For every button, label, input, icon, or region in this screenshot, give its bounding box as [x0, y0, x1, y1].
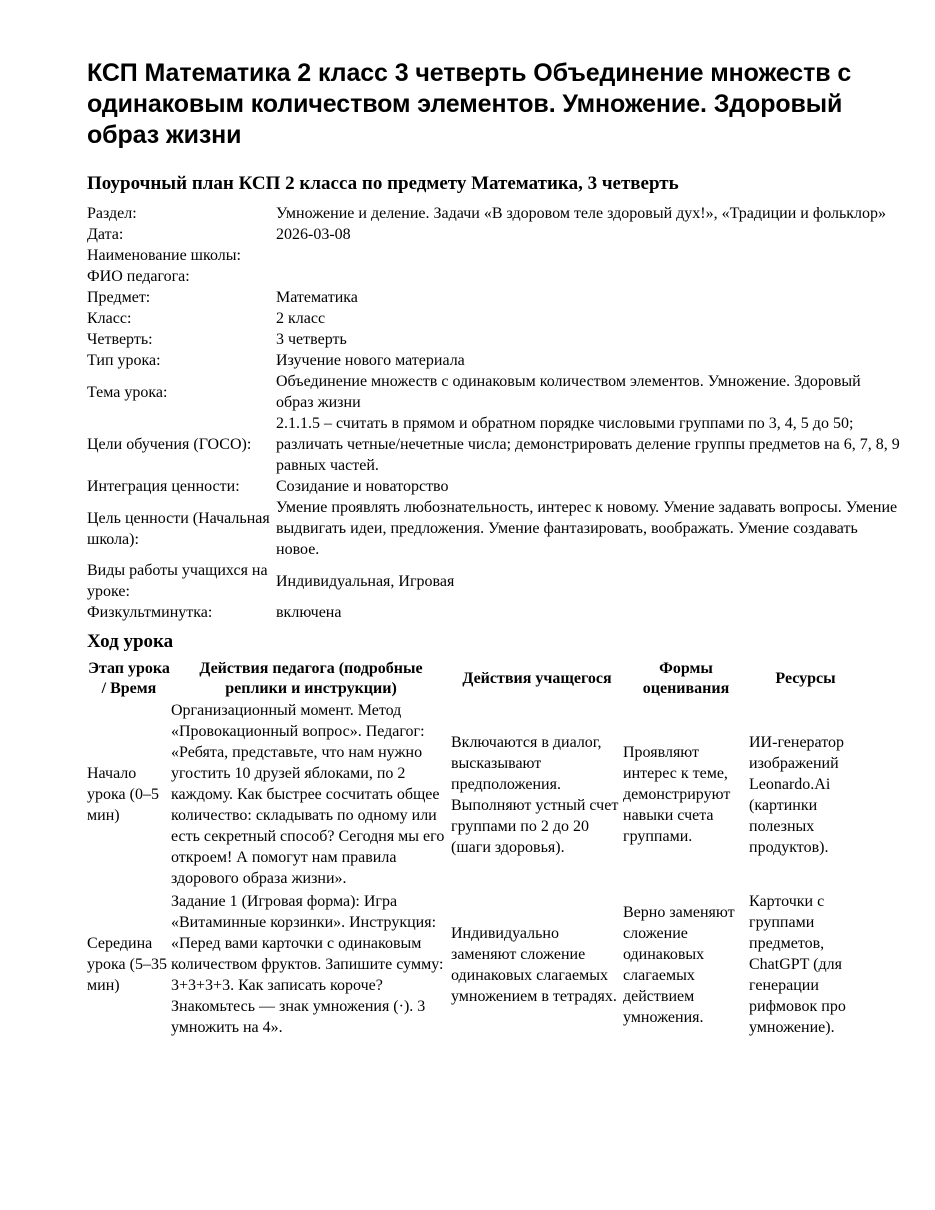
info-value: Умение проявлять любознательность, интерес к новому. Умение задавать вопросы. Умение выдвигать идеи, предложения. Умение фантазировать, воображать. Умение создавать новое.: [276, 499, 898, 558]
info-value: Умножение и деление. Задачи «В здоровом теле здоровый дух!», «Традиции и фольклор»: [276, 205, 887, 222]
lesson-info-table: [87, 203, 902, 623]
info-key: Цели обучения (ГОСО):: [87, 436, 252, 453]
column-header-student: Действия учащегося: [462, 670, 612, 687]
info-row: [87, 476, 902, 497]
cell-resources: Карточки с группами предметов, ChatGPT (для генерации рифмовок про умножение).: [749, 893, 846, 1036]
info-key: Тип урока:: [87, 352, 161, 369]
info-value: Индивидуальная, Игровая: [276, 572, 455, 590]
info-row: [87, 308, 902, 329]
table-row: [87, 699, 862, 890]
info-key: Виды работы учащихся на уроке:: [87, 562, 268, 600]
plan-subtitle: Поурочный план КСП 2 класса по предмету Математика, 3 четверть: [87, 173, 679, 194]
column-header-teacher: Действия педагога (подробные реплики и инструкции): [199, 660, 423, 697]
info-value: Математика: [276, 289, 358, 306]
info-row: [87, 497, 902, 560]
info-row: [87, 266, 902, 287]
info-row: [87, 560, 902, 602]
cell-stage: Середина урока (5–35 мин): [87, 935, 167, 994]
info-value: 3 четверть: [276, 331, 347, 348]
info-row: [87, 224, 902, 245]
info-row: [87, 413, 902, 476]
info-value: [276, 266, 902, 287]
cell-student: Индивидуально заменяют сложение одинаковых слагаемых умножением в тетрадях.: [451, 924, 617, 1005]
info-key: Предмет:: [87, 289, 151, 306]
column-header-assessment: Формы оценивания: [642, 660, 730, 697]
cell-resources: ИИ-генератор изображений Leonardo.Ai (картинки полезных продуктов).: [749, 733, 845, 856]
info-value: 2.1.1.5 – считать в прямом и обратном порядке числовыми группами по 3, 4, 5 до 50; различать четные/нечетные числа; демонстрировать деление группы предметов на 6, 7, 8, 9 равных частей.: [276, 415, 900, 474]
lesson-progress-heading: Ход урока: [87, 631, 174, 652]
info-value: [276, 245, 902, 266]
info-key: Раздел:: [87, 205, 137, 222]
table-header-row: [87, 659, 862, 699]
info-key: Физкультминутка:: [87, 604, 213, 621]
info-value: Созидание и новаторство: [276, 478, 449, 495]
info-row: [87, 602, 902, 623]
document-page: [87, 58, 907, 1039]
cell-assessment: Проявляют интерес к теме, демонстрируют навыки счета группами.: [623, 744, 731, 845]
table-row: [87, 890, 862, 1039]
column-header-resources: Ресурсы: [775, 670, 836, 687]
info-key: Класс:: [87, 310, 132, 327]
info-key: Цель ценности (Начальная школа):: [87, 509, 270, 548]
info-row: [87, 203, 902, 224]
info-row: [87, 245, 902, 266]
info-value: Изучение нового материала: [276, 352, 465, 369]
cell-teacher: Задание 1 (Игровая форма): Игра «Витаминные корзинки». Инструкция: «Перед вами карточки с одинаковым количеством фруктов. Запишите сумму: 3+3+3+3. Как записать короче? Знакомьтесь — знак умножения (·). 3 умножить на 4».: [171, 893, 444, 1036]
info-row: [87, 350, 902, 371]
info-key: Тема урока:: [87, 383, 168, 401]
info-key: Четверть:: [87, 331, 153, 348]
column-header-stage: Этап урока / Время: [88, 660, 170, 697]
info-key: Наименование школы:: [87, 247, 241, 264]
info-value: 2 класс: [276, 310, 326, 327]
info-key: Интеграция ценности:: [87, 478, 240, 495]
info-key: ФИО педагога:: [87, 268, 190, 285]
info-value: Объединение множеств с одинаковым количеством элементов. Умножение. Здоровый образ жизни: [276, 373, 861, 411]
info-row: [87, 287, 902, 308]
cell-stage: Начало урока (0–5 мин): [87, 765, 159, 824]
lesson-progress-table: [87, 659, 862, 1039]
cell-assessment: Верно заменяют сложение одинаковых слагаемых действием умножения.: [623, 903, 735, 1026]
document-title: КСП Математика 2 класс 3 четверть Объединение множеств с одинаковым количеством элементов. Умножение. Здоровый образ жизни: [87, 59, 852, 149]
cell-student: Включаются в диалог, высказывают предположения. Выполняют устный счет группами по 2 до 20 (шаги здоровья).: [451, 733, 619, 856]
info-row: [87, 329, 902, 350]
info-key: Дата:: [87, 226, 124, 243]
info-value: включена: [276, 604, 342, 621]
info-value: 2026-03-08: [276, 226, 351, 243]
cell-teacher: Организационный момент. Метод «Провокационный вопрос». Педагог: «Ребята, представьте, что нам нужно угостить 10 друзей яблоками, по 2 каждому. Как быстрее сосчитать общее количество: складывать по одному или есть секретный способ? Сегодня мы его откроем! А помогут нам правила здорового образа жизни».: [171, 702, 445, 887]
info-row: [87, 371, 902, 413]
